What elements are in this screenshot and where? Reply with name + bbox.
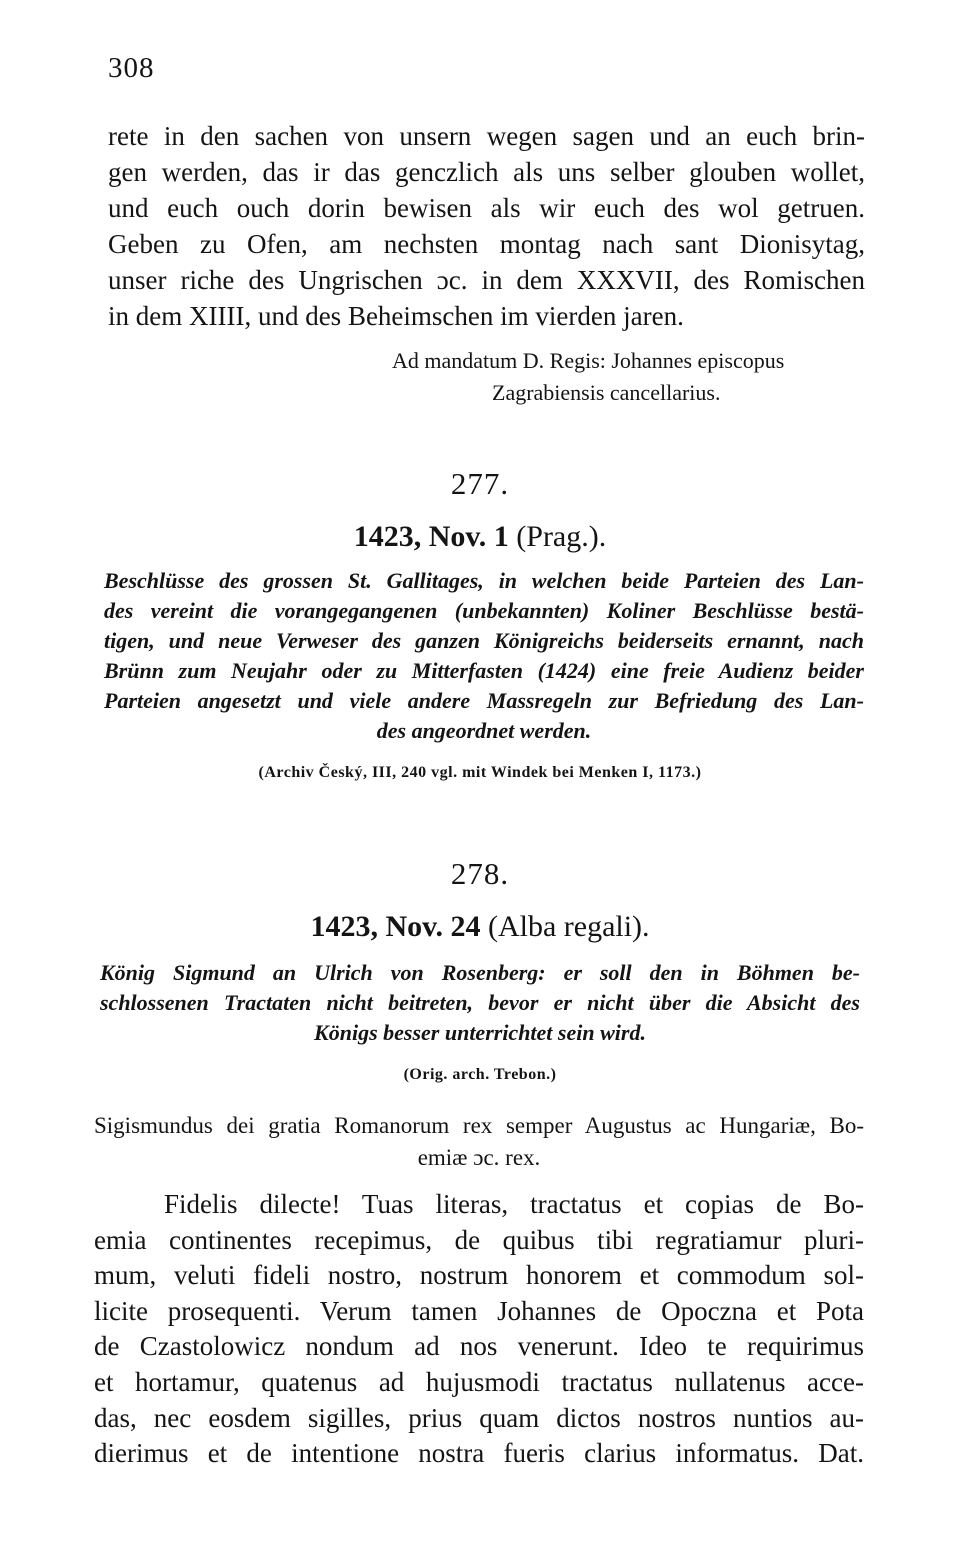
date-place: (Alba regali). xyxy=(487,910,650,943)
summary-line: König Sigmund an Ulrich von Rosenberg: er soll den in Böhmen be- xyxy=(100,960,860,985)
body-line: de Czastolowicz nondum ad nos venerunt. Ideo te requirimus xyxy=(94,1331,864,1362)
text-line: und euch ouch dorin bewisen als wir euch des wol getruen. xyxy=(108,193,865,223)
text-line: unser riche des Ungrischen ɔc. in dem XXXVII, des Romischen xyxy=(108,265,865,295)
text-line: in dem XIIII, und des Beheimschen im vierden jaren. xyxy=(108,301,684,331)
body-line: et hortamur, quatenus ad hujusmodi tractatus nullatenus acce- xyxy=(94,1366,864,1397)
summary-line: Beschlüsse des grossen St. Gallitages, in welchen beide Parteien des Lan- xyxy=(104,568,864,593)
intitulatio xyxy=(94,1110,864,1174)
date-bold: 1423, Nov. 1 xyxy=(353,520,509,553)
signature-line-2: Zagrabiensis cancellarius. xyxy=(492,380,721,405)
summary-line: Brünn zum Neujahr oder zu Mitterfasten (1424) eine freie Audienz beider xyxy=(104,658,864,683)
text-line: gen werden, das ir das genczlich als uns selber glouben wollet, xyxy=(108,157,865,187)
summary-line: tigen, und neue Verweser des ganzen Königreichs beiderseits ernannt, nach xyxy=(104,628,864,653)
intitulatio-line: Sigismundus dei gratia Romanorum rex semper Augustus ac Hungariæ, Bo- xyxy=(94,1113,864,1138)
letter-body xyxy=(94,1187,864,1472)
page-number: 308 xyxy=(108,52,155,84)
intitulatio-line: emiæ ɔc. rex. xyxy=(417,1145,541,1170)
summary-line: des vereint die vorangegangenen (unbekannten) Koliner Beschlüsse bestä- xyxy=(104,598,864,623)
body-line: Fidelis dilecte! Tuas literas, tractatus et copias de Bo- xyxy=(164,1189,864,1219)
continuation-text xyxy=(108,118,865,334)
signature-line-1: Ad mandatum D. Regis: Johannes episcopus xyxy=(392,348,785,373)
document-date-278 xyxy=(0,910,960,944)
source-278: (Orig. arch. Trebon.) xyxy=(403,1066,557,1083)
document-number-278: 278. xyxy=(450,856,510,891)
document-date-277 xyxy=(0,520,960,554)
document-number-277: 277. xyxy=(450,466,510,501)
date-place: (Prag.). xyxy=(516,520,607,553)
body-line: das, nec eosdem sigilles, prius quam dictos nostros nuntios au- xyxy=(94,1402,864,1433)
body-line: licite prosequenti. Verum tamen Johannes de Opoczna et Pota xyxy=(94,1295,864,1326)
summary-278 xyxy=(100,958,860,1048)
summary-line: Parteien angesetzt und viele andere Massregeln zur Befriedung des Lan- xyxy=(104,688,864,713)
summary-277 xyxy=(104,566,864,746)
text-line: Geben zu Ofen, am nechsten montag nach sant Dionisytag, xyxy=(108,229,865,259)
summary-line: schlossenen Tractaten nicht beitreten, bevor er nicht über die Absicht des xyxy=(100,990,860,1015)
body-line: dierimus et de intentione nostra fueris clarius informatus. Dat. xyxy=(94,1438,864,1469)
summary-line: Königs besser unterrichtet sein wird. xyxy=(314,1020,646,1045)
summary-line: des angeordnet werden. xyxy=(376,718,592,743)
text-line: rete in den sachen von unsern wegen sagen und an euch brin- xyxy=(108,121,865,151)
body-line: emia continentes recepimus, de quibus tibi regratiamur pluri- xyxy=(94,1224,864,1255)
source-277: (Archiv Český, III, 240 vgl. mit Windek bei Menken I, 1173.) xyxy=(258,764,702,781)
date-bold: 1423, Nov. 24 xyxy=(310,910,481,943)
body-line: mum, veluti fideli nostro, nostrum honorem et commodum sol- xyxy=(94,1260,864,1291)
